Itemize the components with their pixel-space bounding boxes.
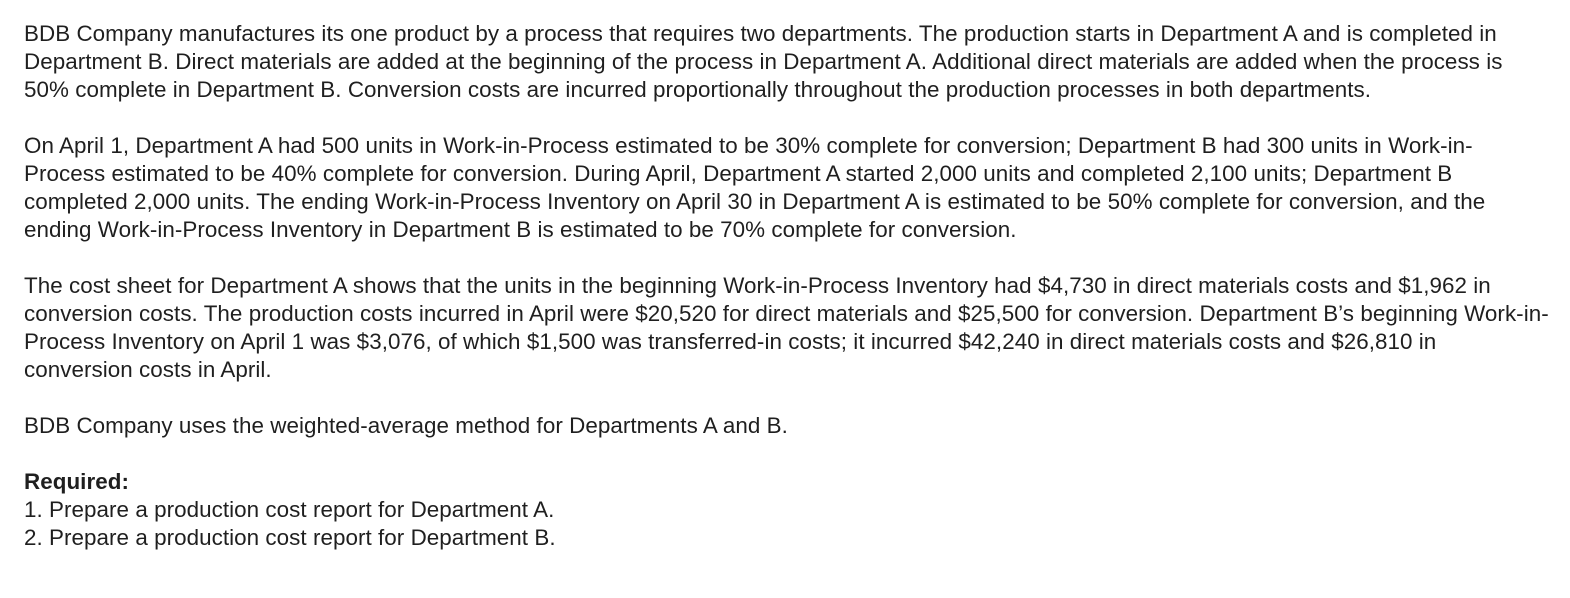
costs-paragraph: The cost sheet for Department A shows that the units in the beginning Work-in-Process Inventory had $4,730 in direct materials costs and $1,962 in conversion costs. The production costs incurred in April were $20,520 for direct materials and $25,500 for conversion. Department B’s beginning Work-in-Process Inventory on April 1 was $3,076, of which $1,500 was transferred-in costs; it incurred $42,240 in direct materials costs and $26,810 in conversion costs in April. xyxy=(24,273,1549,382)
problem-document xyxy=(24,20,1550,552)
required-list xyxy=(24,496,1550,552)
intro-paragraph: BDB Company manufactures its one product by a process that requires two departments. The production starts in Department A and is completed in Department B. Direct materials are added at the beginning of the process in Department A. Additional direct materials are added when the process is 50% complete in Department B. Conversion costs are incurred proportionally throughout the production processes in both departments. xyxy=(24,21,1503,102)
method-paragraph: BDB Company uses the weighted-average method for Departments A and B. xyxy=(24,413,788,438)
required-section xyxy=(24,468,1550,552)
required-item-2: 2. Prepare a production cost report for Department B. xyxy=(24,525,556,550)
units-paragraph: On April 1, Department A had 500 units in Work-in-Process estimated to be 30% complete for conversion; Department B had 300 units in Work-in-Process estimated to be 40% complete for conversion. During April, Department A started 2,000 units and completed 2,100 units; Department B completed 2,000 units. The ending Work-in-Process Inventory on April 30 in Department A is estimated to be 50% complete for conversion, and the ending Work-in-Process Inventory in Department B is estimated to be 70% complete for conversion. xyxy=(24,133,1486,242)
required-item-1: 1. Prepare a production cost report for Department A. xyxy=(24,497,555,522)
required-heading: Required: xyxy=(24,469,129,494)
